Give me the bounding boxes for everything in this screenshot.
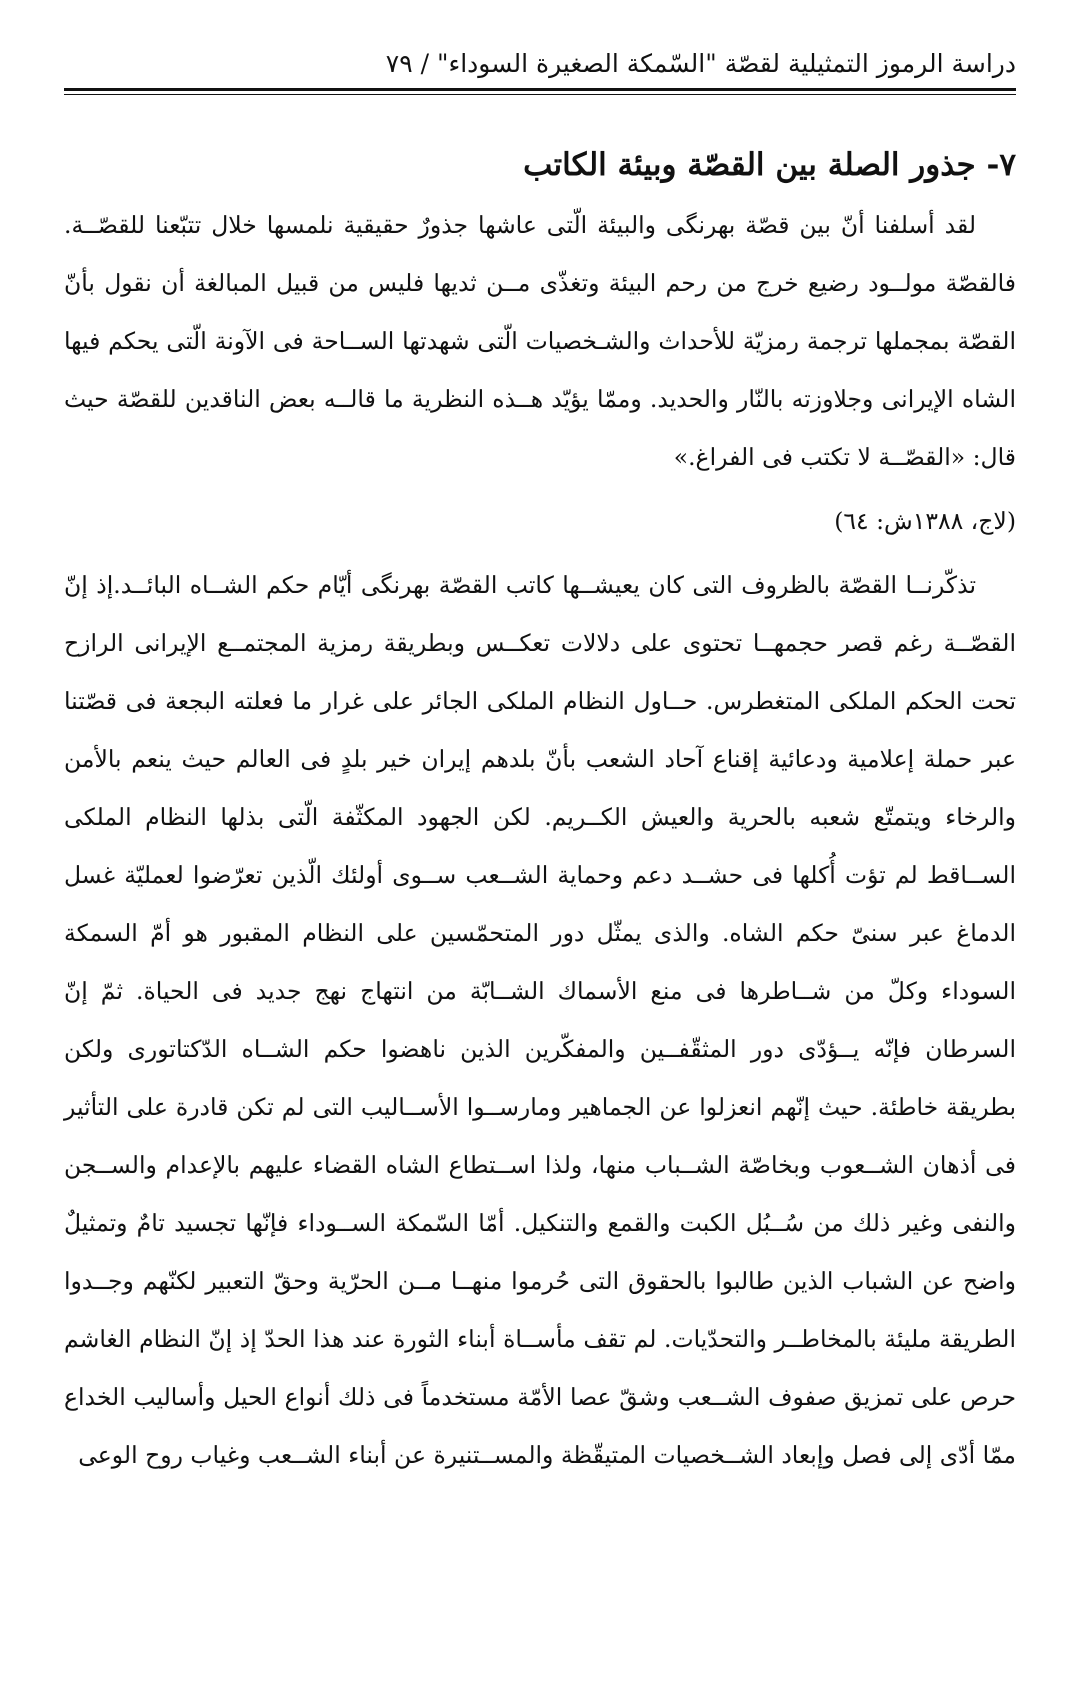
document-page	[64, 30, 1016, 1670]
running-header: دراسة الرموز التمثيلية لقصّة "السّمكة الصغيرة السوداء" / ٧٩	[385, 49, 1016, 78]
citation: (لاج، ١٣٨٨ش: ٦٤)	[834, 507, 1016, 535]
section-heading: ٧- جذور الصلة بين القصّة وبيئة الكاتب	[523, 147, 1016, 183]
body-text	[64, 196, 1016, 1490]
paragraph-1: لقد أسلفنا أنّ بين قصّة بهرنگی والبيئة الّتی عاشها جذورٌ حقيقية نلمسها خلال تتبّعنا للقصّــة. فالقصّة مولــود رضيع خرج من رحم البيئة وتغذّى مــن ثديها فليس من قبيل المبالغة أن نقول بأنّ القصّة بمجملها ترجمة رمزيّة للأحداث والشـخصيات الّتی شهدتها الســاحة فی الآونة الّتی يحكم فيها الشاه الإيرانی وجلاوزته بالنّار والحديد. وممّا يؤيّد هــذه النظرية ما قالــه بعض الناقدين للقصّة حيث قال: «القصّــة لا تكتب فی الفراغ.»	[64, 211, 1016, 471]
header-rule	[64, 88, 1016, 91]
header-rule-thin	[64, 94, 1016, 95]
paragraph-2: تذكّرنــا القصّة بالظروف التی كان يعيشــها كاتب القصّة بهرنگی أيّام حكم الشــاه البائــد.إذ إنّ القصّــة رغم قصر حجمهــا تحتوی علی دلالات تعكــس وبطريقة رمزية المجتمــع الإيرانی الرازح تحت الحكم الملكی المتغطرس. حــاول النظام الملكی الجائر علی غرار ما فعلته البجعة فی قصّتنا عبر حملة إعلامية ودعائية إقناع آحاد الشعب بأنّ بلدهم إيران خير بلدٍ فی العالم حيث ينعم بالأمن والرخاء ويتمتّع شعبه بالحرية والعيش الكــريم. لكن الجهود المكثّفة الّتی بذلها النظام الملكی الســاقط لم تؤت أُكلها فی حشــد دعم وحماية الشــعب ســوی أولئك الّذين تعرّضوا لعمليّة غسل الدماغ عبر سنیّ حكم الشاه. والذی يمثّل دور المتحمّسين علی النظام المقبور هو أمّ السمكة السوداء وكلّ من شــاطرها فی منع الأسماك الشــابّة من انتهاج نهج جديد فی الحياة. ثمّ إنّ السرطان فإنّه يــؤدّی دور المثقّفــين والمفكّرين الذين ناهضوا حكم الشــاه الدّكتاتوری ولكن بطريقة خاطئة. حيث إنّهم انعزلوا عن الجماهير ومارســوا الأســاليب التی لم تكن قادرة علی التأثير فی أذهان الشــعوب وبخاصّة الشــباب منها، ولذا اســتطاع الشاه القضاء عليهم بالإعدام والســجن والنفی وغير ذلك من سُــبُل الكبت والقمع والتنكيل. أمّا السّمكة الســوداء فإنّها تجسيد تامٌ وتمثيلٌ واضح عن الشباب الذين طالبوا بالحقوق التی حُرموا منهــا مــن الحرّية وحقّ التعبير لكنّهم وجــدوا الطريقة مليئة بالمخاطــر والتحدّيات. لم تقف مأســاة أبناء الثورة عند هذا الحدّ إذ إنّ النظام الغاشم حرص علی تمزيق صفوف الشــعب وشقّ عصا الأمّة مستخدماً فی ذلك أنواع الحيل وأساليب الخداع ممّا أدّى إلی فصل وإبعاد الشــخصيات المتيقّظة والمســتنيرة عن أبناء الشــعب وغياب روح الوعی	[64, 571, 1016, 1469]
